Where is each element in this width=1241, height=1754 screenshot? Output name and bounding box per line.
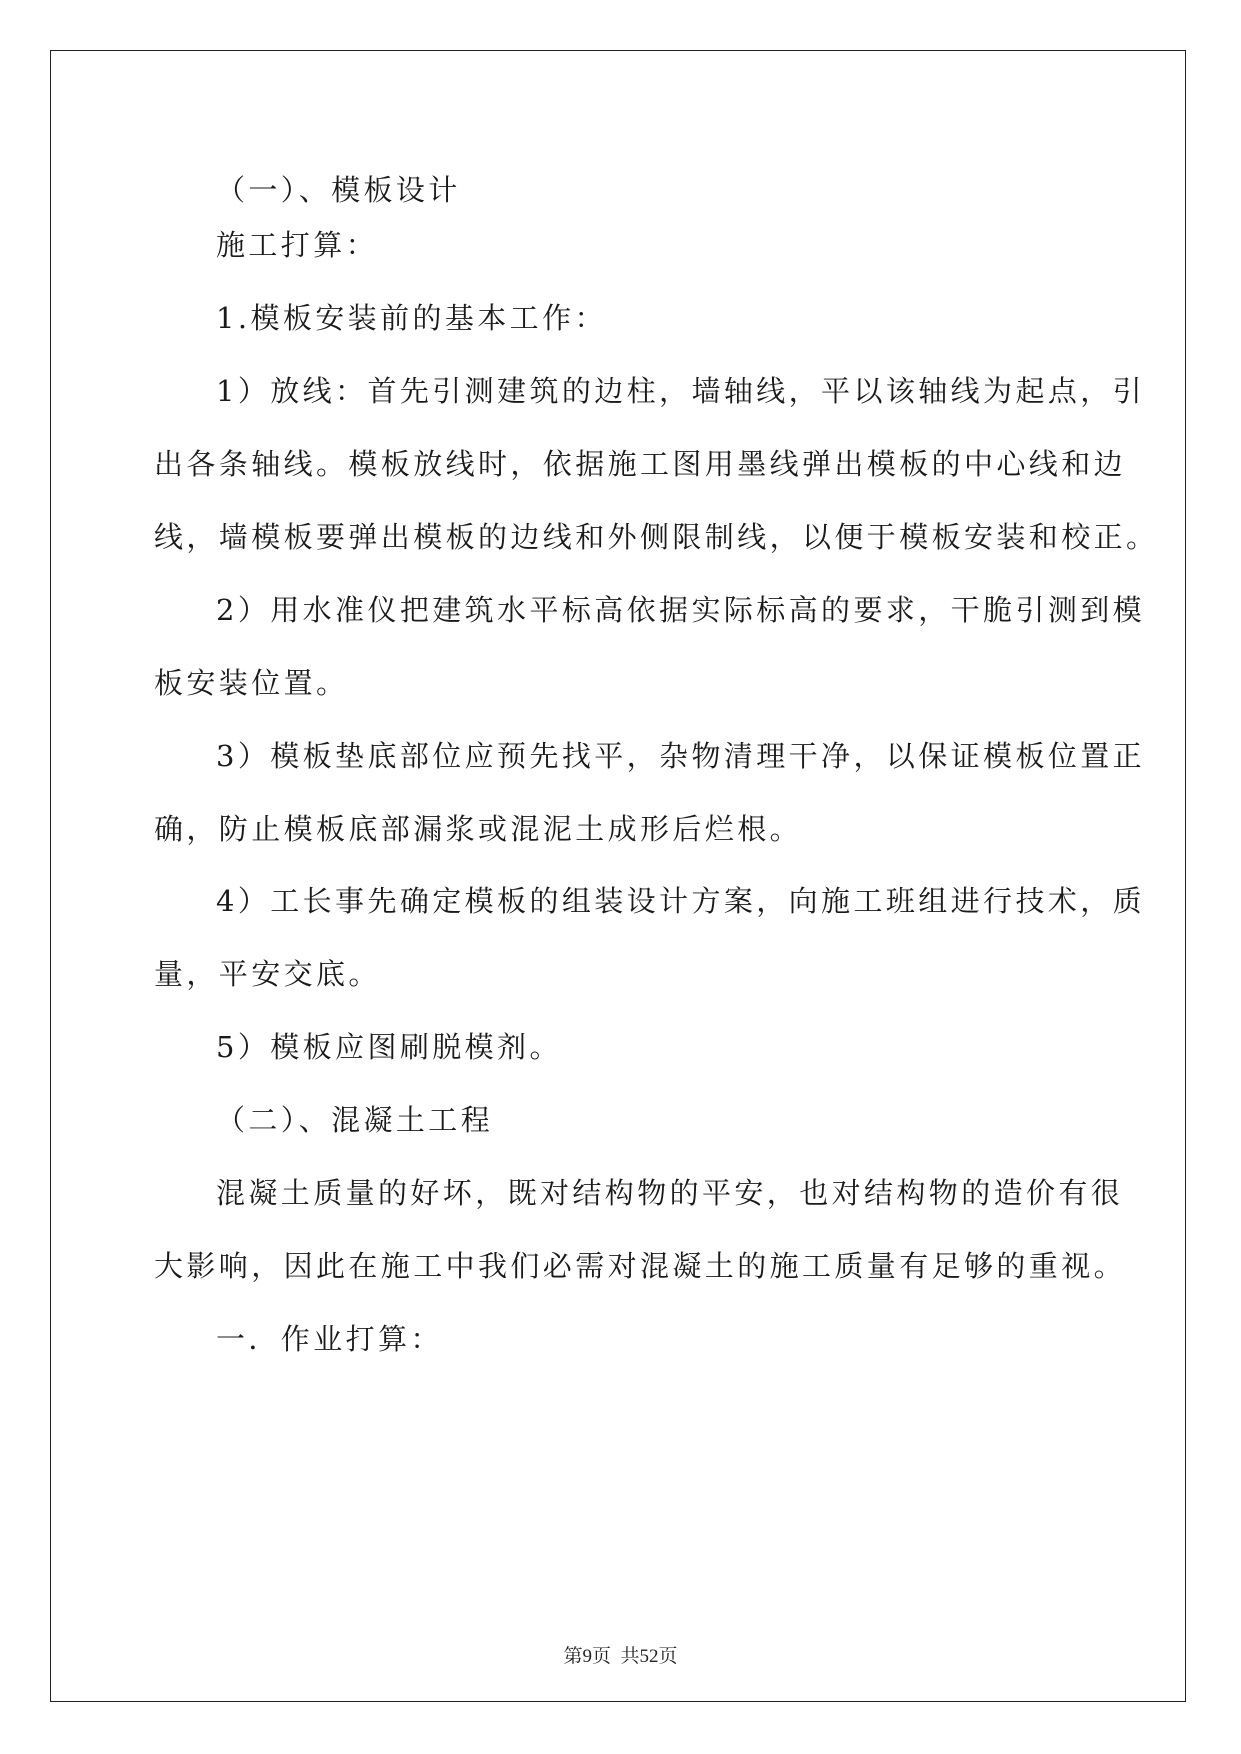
paragraph-item-3-line-1: 3）模板垫底部位应预先找平，杂物清理干净，以保证模板位置正 bbox=[216, 739, 1146, 773]
paragraph-item-1-line-3: 线，墙模板要弹出模板的边线和外侧限制线，以便于模板安装和校正。 bbox=[154, 520, 1159, 554]
page-number: 第9页 共52页 bbox=[563, 1646, 678, 1667]
paragraph-work-plan: 一．作业打算： bbox=[216, 1322, 443, 1356]
paragraph-item-4-line-2: 量，平安交底。 bbox=[154, 957, 381, 991]
paragraph-concrete-line-1: 混凝土质量的好坏，既对结构物的平安，也对结构物的造价有很 bbox=[216, 1176, 1124, 1210]
paragraph-item-1-line-2: 出各条轴线。模板放线时，依据施工图用墨线弹出模板的中心线和边 bbox=[154, 447, 1127, 481]
paragraph-item-3-line-2: 确，防止模板底部漏浆或混泥土成形后烂根。 bbox=[154, 812, 803, 846]
paragraph-basic-work: 1.模板安装前的基本工作： bbox=[216, 301, 607, 335]
paragraph-item-2-line-2: 板安装位置。 bbox=[154, 666, 349, 700]
page-border bbox=[50, 50, 1186, 1702]
paragraph-item-4-line-1: 4）工长事先确定模板的组装设计方案，向施工班组进行技术，质 bbox=[216, 884, 1146, 918]
paragraph-concrete-line-2: 大影响，因此在施工中我们必需对混凝土的施工质量有足够的重视。 bbox=[154, 1249, 1127, 1283]
section-heading-formwork: （一）、模板设计 bbox=[216, 173, 461, 207]
paragraph-item-1-line-1: 1）放线：首先引测建筑的边柱，墙轴线，平以该轴线为起点，引 bbox=[216, 374, 1146, 408]
page-footer bbox=[0, 1641, 1241, 1668]
paragraph-item-2-line-1: 2）用水准仪把建筑水平标高依据实际标高的要求，干脆引测到模 bbox=[216, 593, 1146, 627]
section-heading-concrete: （二）、混凝土工程 bbox=[216, 1103, 494, 1137]
paragraph-item-5: 5）模板应图刷脱模剂。 bbox=[216, 1030, 562, 1064]
paragraph-construction-plan: 施工打算： bbox=[216, 228, 379, 262]
